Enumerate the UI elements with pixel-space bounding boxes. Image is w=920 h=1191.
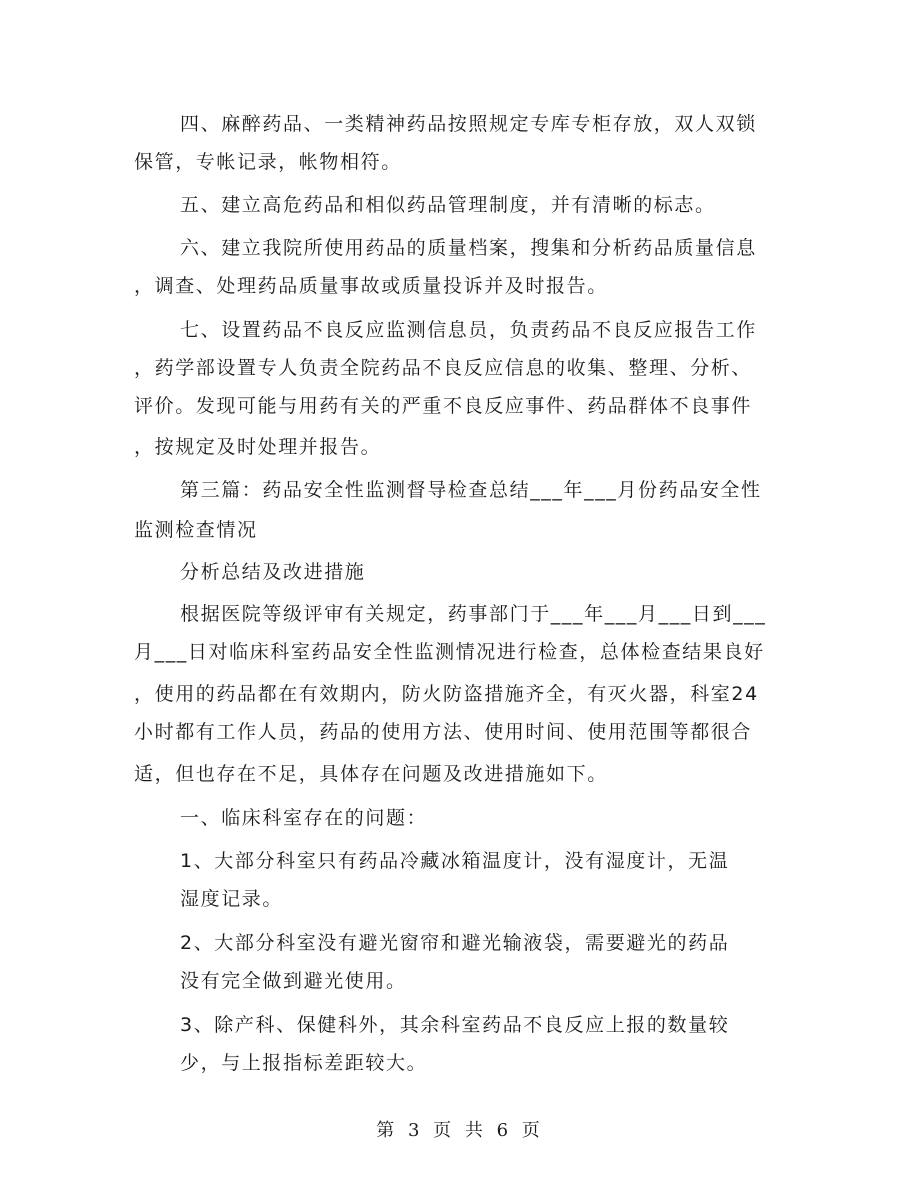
text-line: 月___日对临床科室药品安全性监测情况进行检查，总体检查结果良好 — [134, 641, 765, 663]
text-line: 小时都有工作人员，药品的使用方法、使用时间、使用范围等都很合 — [134, 721, 753, 743]
text-line: 七、设置药品不良反应监测信息员，负责药品不良反应报告工作 — [180, 319, 757, 341]
text-line: 适，但也存在不足，具体存在问题及改进措施如下。 — [134, 763, 608, 785]
text-line: 评价。发现可能与用药有关的严重不良反应事件、药品群体不良事件 — [134, 395, 753, 417]
list-item-continuation: 湿度记录。 — [180, 888, 284, 910]
section-heading: 监测检查情况 — [134, 519, 258, 541]
text-line: ，药学部设置专人负责全院药品不良反应信息的收集、整理、分析、 — [134, 357, 753, 379]
page-number: 第 3 页 共 6 页 — [376, 1120, 544, 1141]
list-item: 2、大部分科室没有避光窗帘和避光输液袋，需要避光的药品 — [180, 932, 730, 954]
text-line: ，按规定及时处理并报告。 — [134, 436, 382, 458]
section-subheading: 分析总结及改进措施 — [180, 561, 366, 583]
section-heading: 第三篇：药品安全性监测督导检查总结___年___月份药品安全性 — [180, 479, 762, 501]
text-line: ，调查、处理药品质量事故或质量投诉并及时报告。 — [134, 275, 608, 297]
text-line: 四、麻醉药品、一类精神药品按照规定专库专柜存放，双人双锁 — [180, 113, 757, 135]
text-line: 六、建立我院所使用药品的质量档案，搜集和分析药品质量信息 — [180, 237, 757, 259]
text-line: 五、建立高危药品和相似药品管理制度，并有清晰的标志。 — [180, 194, 716, 216]
list-item-continuation: 没有完全做到避光使用。 — [180, 970, 407, 992]
text-line: ，使用的药品都在有效期内，防火防盗措施齐全，有灭火器，科室24 — [134, 683, 759, 705]
text-line: 根据医院等级评审有关规定，药事部门于___年___月___日到___ — [180, 603, 767, 625]
list-item-continuation: 少，与上报指标差距较大。 — [180, 1052, 428, 1074]
list-heading: 一、临床科室存在的问题： — [180, 807, 428, 829]
list-item: 3、除产科、保健科外，其余科室药品不良反应上报的数量较 — [180, 1014, 730, 1036]
list-item: 1、大部分科室只有药品冷藏冰箱温度计，没有湿度计，无温 — [180, 850, 730, 872]
text-line: 保管，专帐记录，帐物相符。 — [134, 151, 402, 173]
